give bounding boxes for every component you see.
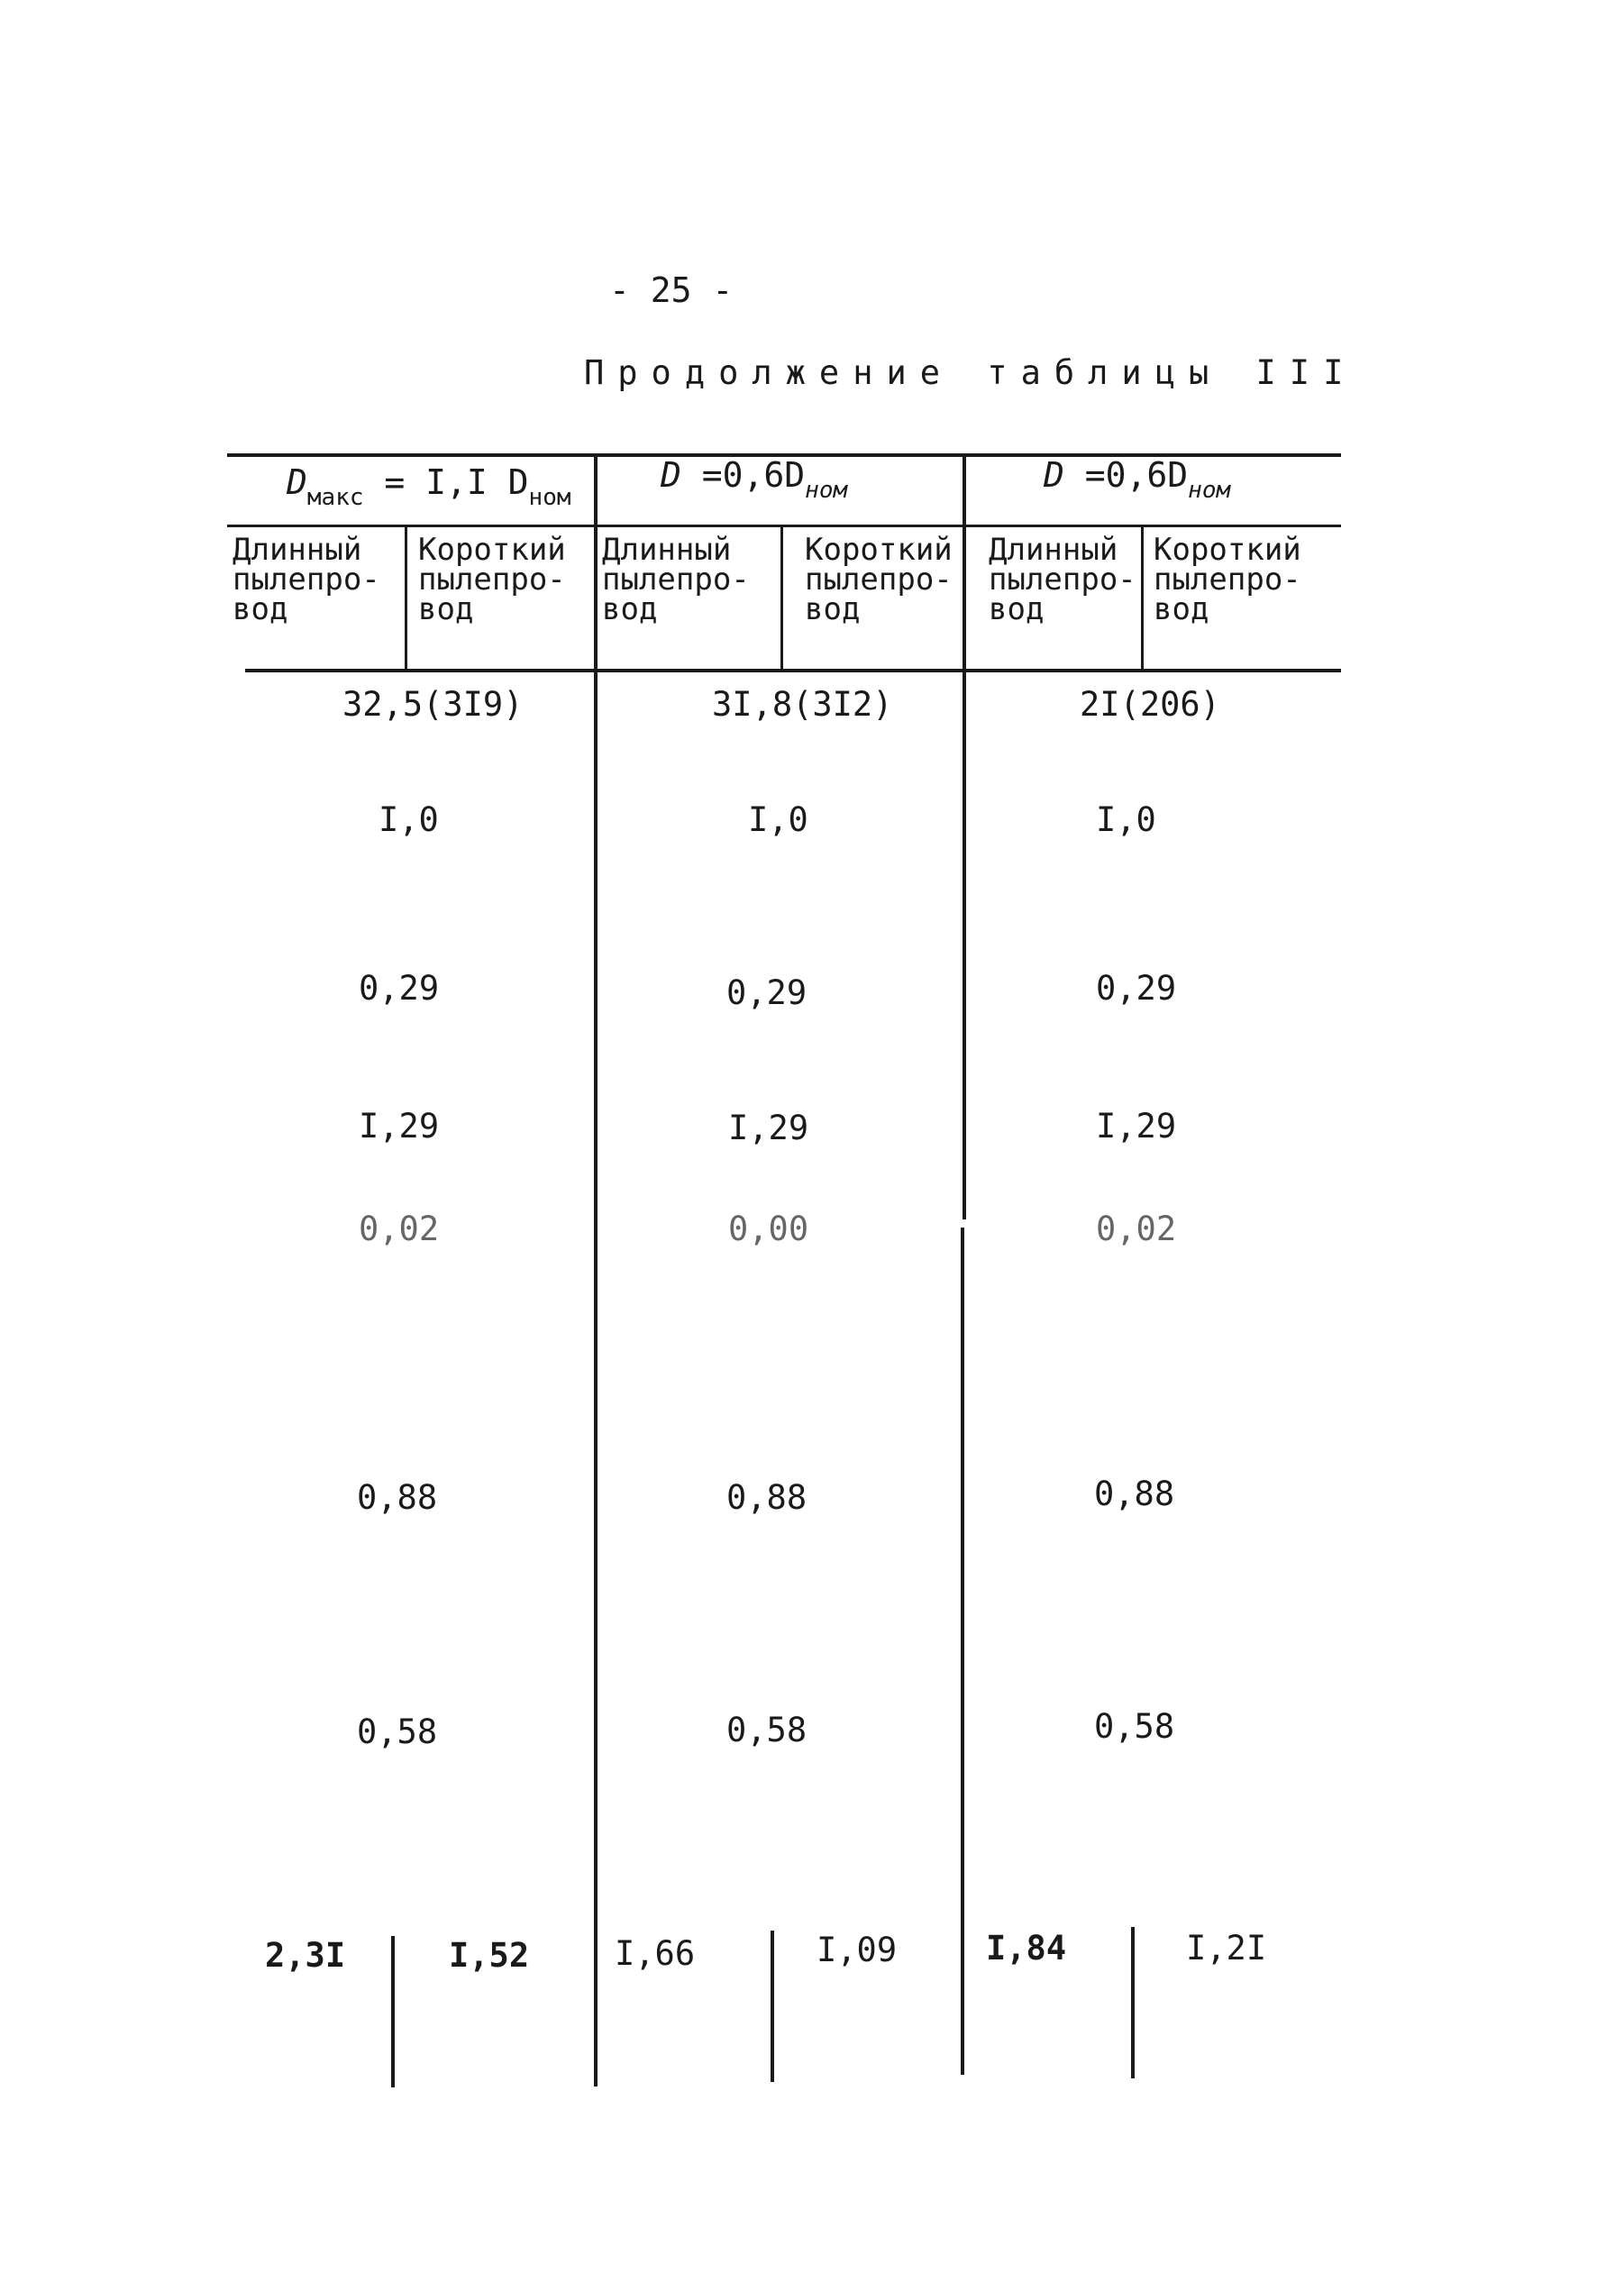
table-cell: I,29	[359, 1107, 440, 1146]
table-cell: I,52	[449, 1936, 530, 1975]
column-header-1: Длинный пылепро- вод	[233, 532, 380, 627]
page-number: - 25 -	[609, 270, 734, 310]
table-cell: I,66	[615, 1934, 696, 1973]
column-header-2: Короткий пылепро- вод	[418, 532, 566, 627]
header-divider-2	[780, 526, 783, 671]
split-divider-3	[1131, 1927, 1135, 2078]
table-cell: 0,58	[357, 1712, 438, 1751]
table-cell: 0,29	[1096, 969, 1177, 1008]
column-header-4: Короткий пылепро- вод	[805, 532, 953, 627]
table-cell: 0,88	[1094, 1475, 1175, 1513]
column-header-6: Короткий пылепро- вод	[1154, 532, 1301, 627]
column-header-3: Длинный пылепро- вод	[602, 532, 750, 627]
header-divider-1	[405, 526, 407, 671]
table-cell: I,0	[1096, 800, 1156, 839]
table-cell: I,29	[728, 1109, 809, 1147]
table-cell: I,2I	[1186, 1929, 1267, 1968]
header-divider-3	[1141, 526, 1144, 671]
column-header-5: Длинный пылепро- вод	[989, 532, 1136, 627]
table-cell: I,29	[1096, 1107, 1177, 1146]
table-cell: I,0	[748, 800, 808, 839]
group-divider-2-lower	[961, 1228, 964, 2075]
split-divider-2	[771, 1931, 774, 2082]
table-cell: 0,88	[357, 1478, 438, 1517]
table-cell: 2,3I	[265, 1936, 346, 1975]
table-cell: 0,88	[726, 1478, 807, 1517]
table-cell: 2I(206)	[1080, 685, 1220, 724]
table-cell: 0,02	[1096, 1210, 1177, 1248]
table-caption: Продолжение таблицы III	[584, 353, 1357, 392]
group-divider-1	[594, 453, 598, 2087]
table-cell: I,84	[986, 1929, 1067, 1968]
table-cell: 0,58	[1094, 1707, 1175, 1746]
table-cell: 3I,8(3I2)	[712, 685, 893, 724]
table-cell: 0,00	[728, 1210, 809, 1248]
table-cell: 0,29	[359, 969, 440, 1008]
group-header-2: $D =0,6D_{ном}$	[661, 455, 848, 504]
table-cell: I,0	[379, 800, 439, 839]
group-divider-2-upper	[963, 453, 966, 1219]
table-cell: 0,58	[726, 1711, 807, 1749]
table-cell: 0,29	[726, 973, 807, 1012]
group-header-3: $D =0,6D_{ном}$	[1044, 455, 1231, 504]
group-header-rule	[227, 525, 1341, 527]
table-cell: 32,5(3I9)	[342, 685, 524, 724]
split-divider-1	[391, 1936, 395, 2087]
header-bottom-rule	[245, 669, 1341, 672]
group-header-1: $D_{макс} = I,I$ $D_{ном}$	[287, 462, 571, 511]
table-cell: I,09	[817, 1931, 898, 1969]
table-cell: 0,02	[359, 1210, 440, 1248]
